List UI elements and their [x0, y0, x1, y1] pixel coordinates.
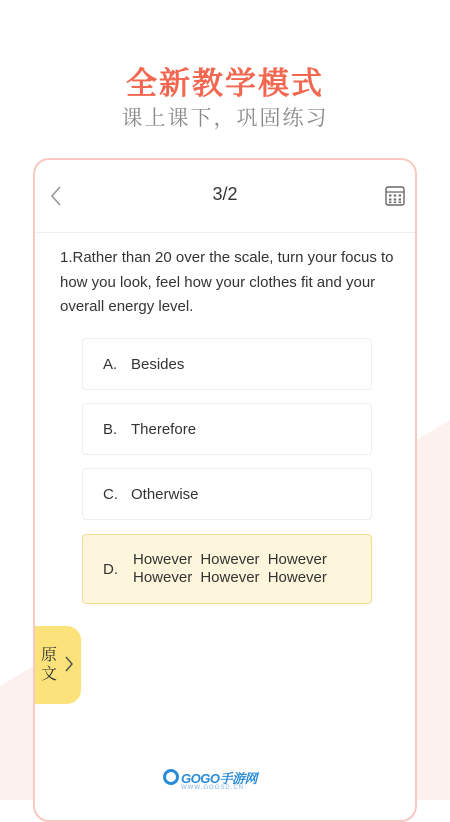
option-b[interactable]: [82, 403, 372, 455]
logo-ring-icon: [163, 769, 179, 785]
quiz-card: [33, 158, 417, 822]
watermark-url: WWW.GOGSD.CN: [181, 785, 244, 791]
option-letter: A.: [103, 356, 118, 373]
quiz-header: [35, 160, 415, 233]
option-text: Therefore: [131, 421, 197, 438]
option-c[interactable]: [82, 468, 372, 520]
question-text: 1.Rather than 20 over the scale, turn your focus to how you look, feel how your clothes fit and your overall energy level.: [60, 249, 394, 315]
option-letter: D.: [103, 561, 118, 578]
option-letter: C.: [103, 486, 118, 503]
watermark-logo: [163, 765, 263, 795]
original-text-label: 原文: [41, 647, 58, 683]
chevron-right-icon: [64, 655, 74, 673]
option-text: Besides: [131, 356, 185, 373]
promo-subheadline: 课上课下，巩固练习: [121, 107, 329, 130]
answer-sheet-grid-icon[interactable]: [385, 186, 405, 206]
watermark-brand: GOGO手游网: [181, 771, 257, 786]
original-text-tab[interactable]: [35, 626, 81, 704]
option-text: However However However However However However: [133, 551, 327, 586]
option-d[interactable]: [82, 534, 372, 604]
promo-headline: 全新教学模式: [126, 66, 324, 101]
option-text: Otherwise: [131, 486, 199, 503]
option-letter: B.: [103, 421, 118, 438]
page-indicator: 3/2: [212, 184, 238, 204]
option-a[interactable]: [82, 338, 372, 390]
